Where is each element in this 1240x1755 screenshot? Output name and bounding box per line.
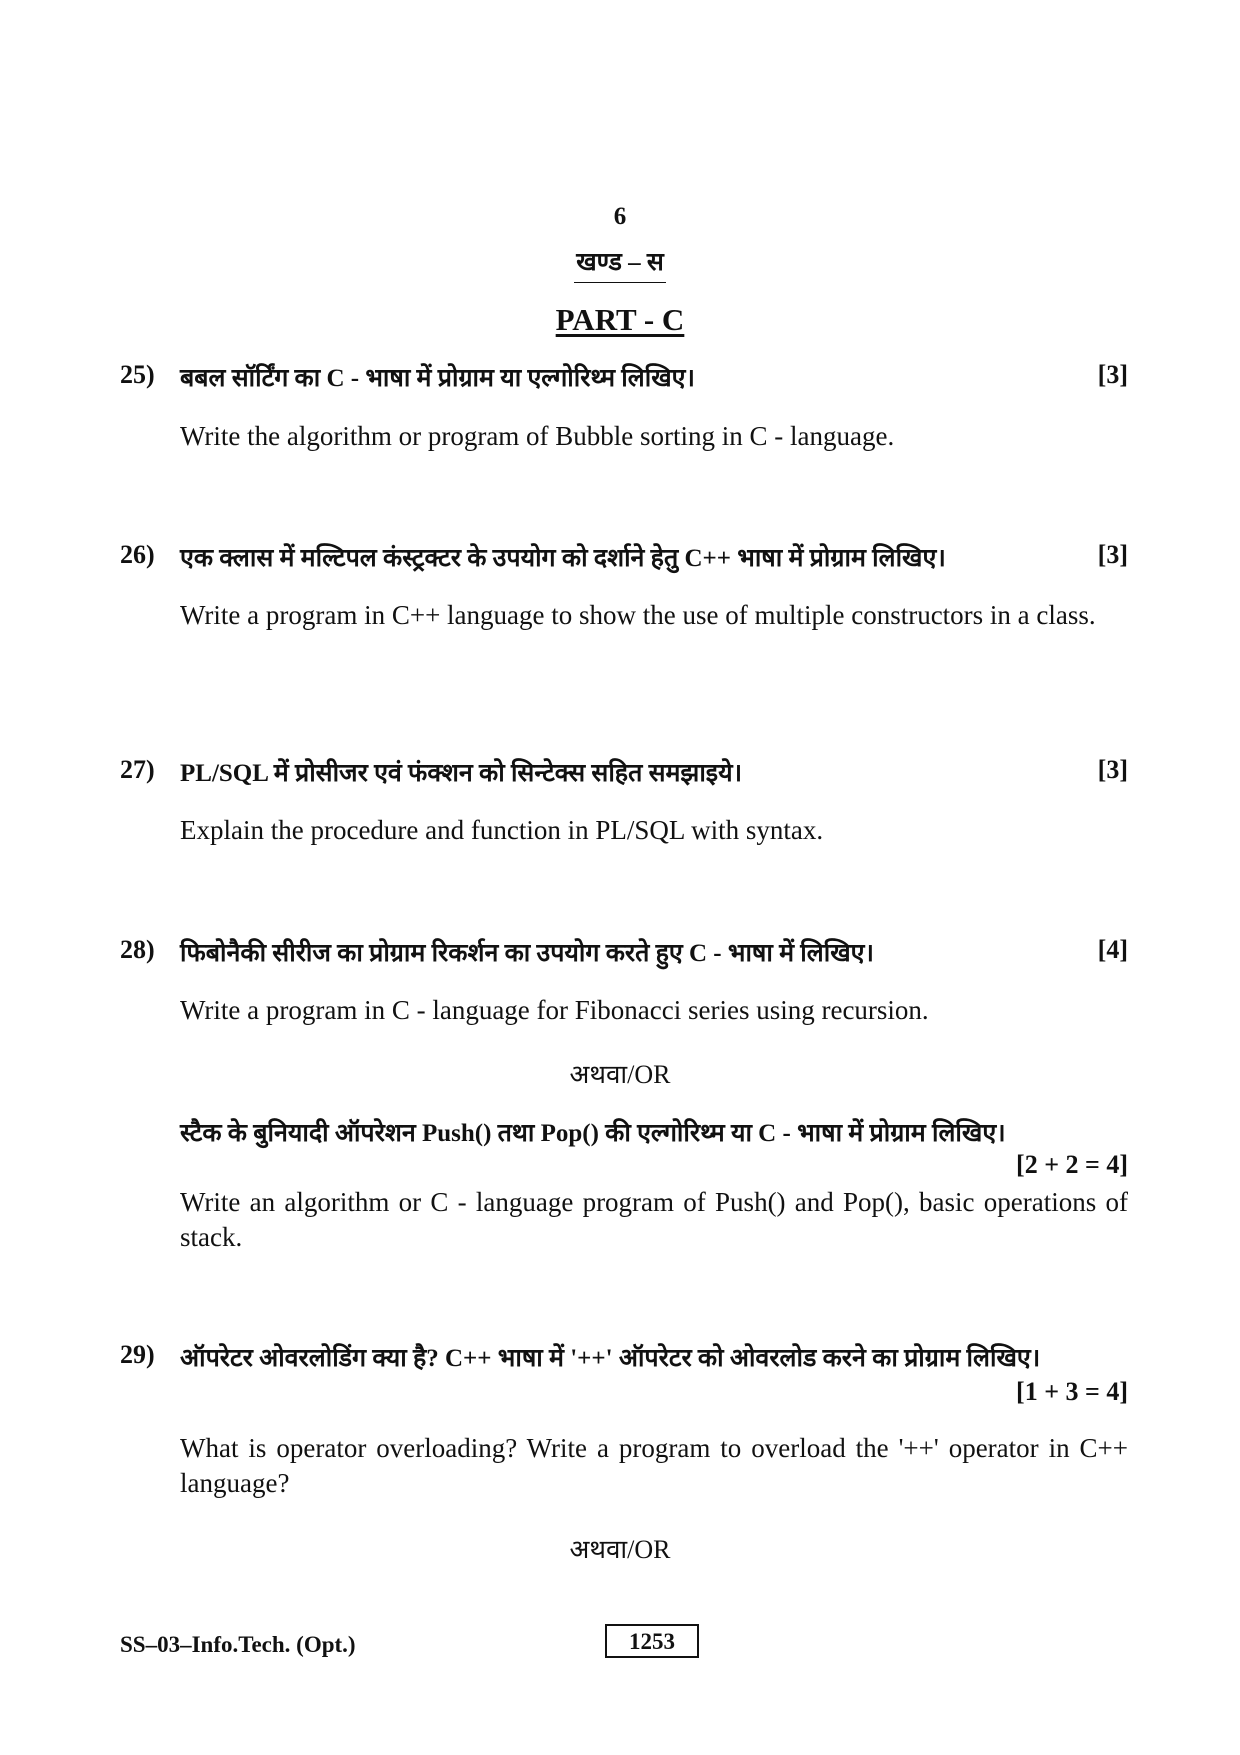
paper-code: SS–03–Info.Tech. (Opt.) <box>120 1632 356 1657</box>
question-hindi: PL/SQL में प्रोसीजर एवं फंक्शन को सिन्टेक्स सहित समझाइये। <box>180 760 743 787</box>
question-number: 28) <box>120 935 155 964</box>
question-number: 29) <box>120 1340 155 1369</box>
or-separator: अथवा/OR <box>569 1060 671 1089</box>
paper-number-box: 1253 <box>605 1624 699 1658</box>
question-marks: [3] <box>1097 540 1128 569</box>
question-number: 25) <box>120 360 155 389</box>
question-28-alt-hindi: स्टैक के बुनियादी ऑपरेशन Push() तथा Pop() की एल्गोरिथ्म या C - भाषा में प्रोग्राम लिखिए। <box>180 1120 1006 1147</box>
section-title-hindi: खण्ड – स <box>0 244 1240 283</box>
question-number: 26) <box>120 540 155 569</box>
question-27-english: Explain the procedure and function in PL/SQL with syntax. <box>180 815 824 845</box>
question-hindi: एक क्लास में मल्टिपल कंस्ट्रक्टर के उपयोग को दर्शाने हेतु C++ भाषा में प्रोग्राम लिखिए। <box>180 545 946 572</box>
question-hindi: ऑपरेटर ओवरलोडिंग क्या है? C++ भाषा में '++' ऑपरेटर को ओवरलोड करने का प्रोग्राम लिखिए। <box>180 1345 1041 1372</box>
question-hindi: बबल सॉर्टिंग का C - भाषा में प्रोग्राम या एल्गोरिथ्म लिखिए। <box>180 365 695 392</box>
question-28-alt-marks: [2 + 2 = 4] <box>1016 1150 1128 1179</box>
question-marks: [3] <box>1097 755 1128 784</box>
question-29-marks: [1 + 3 = 4] <box>1016 1377 1128 1406</box>
question-hindi: फिबोनैकी सीरीज का प्रोग्राम रिकर्शन का उपयोग करते हुए C - भाषा में लिखिए। <box>180 940 874 967</box>
question-28-alt-english: Write an algorithm or C - language program of Push() and Pop(), basic operations of stack. <box>180 1187 1128 1252</box>
question-26-english: Write a program in C++ language to show the use of multiple constructors in a class. <box>180 600 1096 630</box>
section-title-english: PART - C <box>555 302 685 337</box>
question-marks: [4] <box>1097 935 1128 964</box>
question-25-english: Write the algorithm or program of Bubble sorting in C - language. <box>180 421 895 451</box>
question-28-english: Write a program in C - language for Fibonacci series using recursion. <box>180 995 929 1025</box>
question-marks: [3] <box>1097 360 1128 389</box>
page-number: 6 <box>613 203 627 230</box>
question-29-english: What is operator overloading? Write a program to overload the '++' operator in C++ language? <box>180 1433 1128 1498</box>
or-separator: अथवा/OR <box>569 1535 671 1564</box>
question-number: 27) <box>120 755 155 784</box>
